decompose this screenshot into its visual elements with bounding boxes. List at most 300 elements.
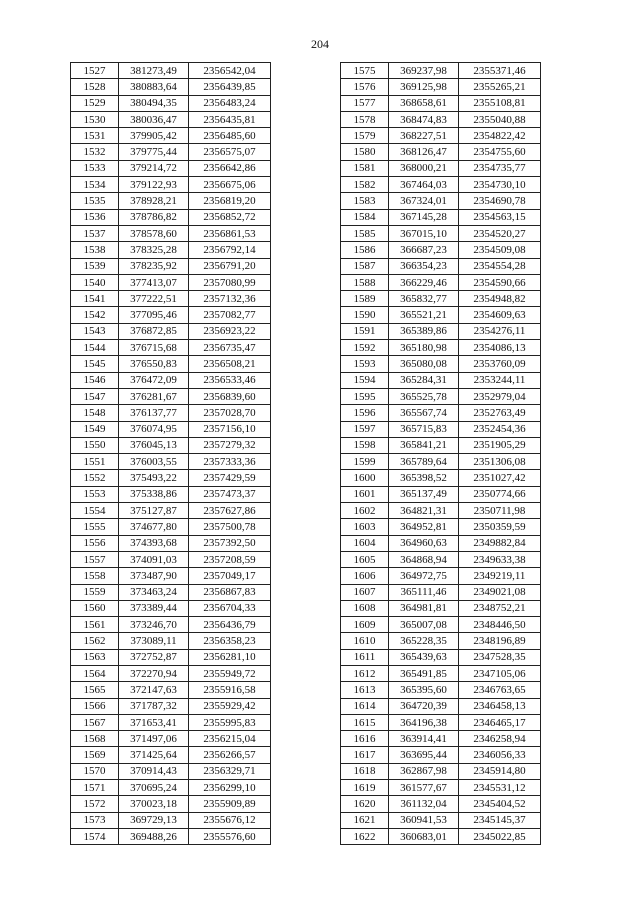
table-row bbox=[71, 340, 271, 356]
y-coordinate-cell: 2356642,86 bbox=[189, 160, 271, 176]
table-row bbox=[71, 747, 271, 763]
point-number-cell: 1601 bbox=[341, 486, 389, 502]
table-row bbox=[341, 470, 541, 486]
x-coordinate-cell: 376003,55 bbox=[119, 454, 189, 470]
point-number-cell: 1544 bbox=[71, 340, 119, 356]
table-row bbox=[341, 780, 541, 796]
x-coordinate-cell: 369488,26 bbox=[119, 828, 189, 844]
x-coordinate-cell: 365284,31 bbox=[389, 372, 459, 388]
x-coordinate-cell: 376074,95 bbox=[119, 421, 189, 437]
x-coordinate-cell: 369729,13 bbox=[119, 812, 189, 828]
y-coordinate-cell: 2357156,10 bbox=[189, 421, 271, 437]
x-coordinate-cell: 368126,47 bbox=[389, 144, 459, 160]
y-coordinate-cell: 2356735,47 bbox=[189, 340, 271, 356]
point-number-cell: 1537 bbox=[71, 225, 119, 241]
point-number-cell: 1576 bbox=[341, 79, 389, 95]
point-number-cell: 1618 bbox=[341, 763, 389, 779]
table-row bbox=[341, 307, 541, 323]
x-coordinate-cell: 374091,03 bbox=[119, 551, 189, 567]
point-number-cell: 1579 bbox=[341, 128, 389, 144]
x-coordinate-cell: 372270,94 bbox=[119, 665, 189, 681]
table-row bbox=[341, 242, 541, 258]
point-number-cell: 1541 bbox=[71, 291, 119, 307]
x-coordinate-cell: 371787,32 bbox=[119, 698, 189, 714]
x-coordinate-cell: 364972,75 bbox=[389, 568, 459, 584]
y-coordinate-cell: 2345022,85 bbox=[459, 828, 541, 844]
x-coordinate-cell: 372147,63 bbox=[119, 682, 189, 698]
y-coordinate-cell: 2354755,60 bbox=[459, 144, 541, 160]
y-coordinate-cell: 2356435,81 bbox=[189, 111, 271, 127]
table-row bbox=[71, 372, 271, 388]
y-coordinate-cell: 2355576,60 bbox=[189, 828, 271, 844]
y-coordinate-cell: 2356329,71 bbox=[189, 763, 271, 779]
table-row bbox=[71, 812, 271, 828]
y-coordinate-cell: 2354554,28 bbox=[459, 258, 541, 274]
point-number-cell: 1560 bbox=[71, 600, 119, 616]
x-coordinate-cell: 364868,94 bbox=[389, 551, 459, 567]
x-coordinate-cell: 365832,77 bbox=[389, 291, 459, 307]
y-coordinate-cell: 2356483,24 bbox=[189, 95, 271, 111]
y-coordinate-cell: 2354276,11 bbox=[459, 323, 541, 339]
x-coordinate-cell: 365007,08 bbox=[389, 617, 459, 633]
y-coordinate-cell: 2356358,23 bbox=[189, 633, 271, 649]
x-coordinate-cell: 368000,21 bbox=[389, 160, 459, 176]
table-row bbox=[341, 503, 541, 519]
x-coordinate-cell: 375338,86 bbox=[119, 486, 189, 502]
point-number-cell: 1577 bbox=[341, 95, 389, 111]
y-coordinate-cell: 2357049,17 bbox=[189, 568, 271, 584]
table-row bbox=[71, 193, 271, 209]
table-row bbox=[341, 486, 541, 502]
table-row bbox=[341, 584, 541, 600]
y-coordinate-cell: 2345531,12 bbox=[459, 780, 541, 796]
point-number-cell: 1570 bbox=[71, 763, 119, 779]
point-number-cell: 1583 bbox=[341, 193, 389, 209]
table-row bbox=[71, 470, 271, 486]
x-coordinate-cell: 373089,11 bbox=[119, 633, 189, 649]
point-number-cell: 1564 bbox=[71, 665, 119, 681]
table-row bbox=[71, 584, 271, 600]
point-number-cell: 1591 bbox=[341, 323, 389, 339]
point-number-cell: 1536 bbox=[71, 209, 119, 225]
table-row bbox=[341, 258, 541, 274]
y-coordinate-cell: 2354822,42 bbox=[459, 128, 541, 144]
y-coordinate-cell: 2356575,07 bbox=[189, 144, 271, 160]
x-coordinate-cell: 366687,23 bbox=[389, 242, 459, 258]
x-coordinate-cell: 380883,64 bbox=[119, 79, 189, 95]
x-coordinate-cell: 367015,10 bbox=[389, 225, 459, 241]
table-row bbox=[341, 209, 541, 225]
y-coordinate-cell: 2356215,04 bbox=[189, 731, 271, 747]
point-number-cell: 1619 bbox=[341, 780, 389, 796]
y-coordinate-cell: 2350711,98 bbox=[459, 503, 541, 519]
point-number-cell: 1573 bbox=[71, 812, 119, 828]
x-coordinate-cell: 365491,85 bbox=[389, 665, 459, 681]
x-coordinate-cell: 380494,35 bbox=[119, 95, 189, 111]
x-coordinate-cell: 365715,83 bbox=[389, 421, 459, 437]
x-coordinate-cell: 371653,41 bbox=[119, 714, 189, 730]
point-number-cell: 1527 bbox=[71, 63, 119, 79]
x-coordinate-cell: 377222,51 bbox=[119, 291, 189, 307]
x-coordinate-cell: 376550,83 bbox=[119, 356, 189, 372]
y-coordinate-cell: 2355929,42 bbox=[189, 698, 271, 714]
y-coordinate-cell: 2357082,77 bbox=[189, 307, 271, 323]
y-coordinate-cell: 2355265,21 bbox=[459, 79, 541, 95]
point-number-cell: 1621 bbox=[341, 812, 389, 828]
table-row bbox=[341, 144, 541, 160]
table-row bbox=[71, 388, 271, 404]
table-row bbox=[341, 79, 541, 95]
table-row bbox=[71, 763, 271, 779]
point-number-cell: 1566 bbox=[71, 698, 119, 714]
y-coordinate-cell: 2356867,83 bbox=[189, 584, 271, 600]
table-row bbox=[341, 682, 541, 698]
x-coordinate-cell: 378235,92 bbox=[119, 258, 189, 274]
table-row bbox=[341, 796, 541, 812]
coordinates-table-right bbox=[340, 62, 541, 845]
table-row bbox=[71, 519, 271, 535]
table-row bbox=[341, 649, 541, 665]
point-number-cell: 1598 bbox=[341, 437, 389, 453]
y-coordinate-cell: 2345404,52 bbox=[459, 796, 541, 812]
point-number-cell: 1614 bbox=[341, 698, 389, 714]
y-coordinate-cell: 2356542,04 bbox=[189, 63, 271, 79]
point-number-cell: 1575 bbox=[341, 63, 389, 79]
point-number-cell: 1550 bbox=[71, 437, 119, 453]
point-number-cell: 1554 bbox=[71, 503, 119, 519]
table-row bbox=[341, 111, 541, 127]
point-number-cell: 1610 bbox=[341, 633, 389, 649]
y-coordinate-cell: 2356533,46 bbox=[189, 372, 271, 388]
table-row bbox=[71, 796, 271, 812]
y-coordinate-cell: 2354563,15 bbox=[459, 209, 541, 225]
point-number-cell: 1539 bbox=[71, 258, 119, 274]
y-coordinate-cell: 2356436,79 bbox=[189, 617, 271, 633]
y-coordinate-cell: 2351027,42 bbox=[459, 470, 541, 486]
y-coordinate-cell: 2350774,66 bbox=[459, 486, 541, 502]
y-coordinate-cell: 2357279,32 bbox=[189, 437, 271, 453]
table-row bbox=[341, 812, 541, 828]
point-number-cell: 1616 bbox=[341, 731, 389, 747]
point-number-cell: 1603 bbox=[341, 519, 389, 535]
x-coordinate-cell: 365521,21 bbox=[389, 307, 459, 323]
x-coordinate-cell: 365228,35 bbox=[389, 633, 459, 649]
x-coordinate-cell: 373463,24 bbox=[119, 584, 189, 600]
y-coordinate-cell: 2351905,29 bbox=[459, 437, 541, 453]
table-row bbox=[71, 274, 271, 290]
x-coordinate-cell: 371497,06 bbox=[119, 731, 189, 747]
table-row bbox=[341, 323, 541, 339]
point-number-cell: 1578 bbox=[341, 111, 389, 127]
table-row bbox=[71, 682, 271, 698]
x-coordinate-cell: 369237,98 bbox=[389, 63, 459, 79]
table-row bbox=[71, 95, 271, 111]
table-row bbox=[71, 307, 271, 323]
point-number-cell: 1586 bbox=[341, 242, 389, 258]
y-coordinate-cell: 2355040,88 bbox=[459, 111, 541, 127]
y-coordinate-cell: 2356485,60 bbox=[189, 128, 271, 144]
table-row bbox=[341, 225, 541, 241]
x-coordinate-cell: 372752,87 bbox=[119, 649, 189, 665]
point-number-cell: 1588 bbox=[341, 274, 389, 290]
x-coordinate-cell: 378578,60 bbox=[119, 225, 189, 241]
point-number-cell: 1553 bbox=[71, 486, 119, 502]
table-row bbox=[71, 405, 271, 421]
x-coordinate-cell: 375493,22 bbox=[119, 470, 189, 486]
table-row bbox=[71, 633, 271, 649]
x-coordinate-cell: 361132,04 bbox=[389, 796, 459, 812]
point-number-cell: 1604 bbox=[341, 535, 389, 551]
point-number-cell: 1543 bbox=[71, 323, 119, 339]
y-coordinate-cell: 2355995,83 bbox=[189, 714, 271, 730]
x-coordinate-cell: 373246,70 bbox=[119, 617, 189, 633]
table-row bbox=[71, 79, 271, 95]
y-coordinate-cell: 2356266,57 bbox=[189, 747, 271, 763]
x-coordinate-cell: 364952,81 bbox=[389, 519, 459, 535]
x-coordinate-cell: 363695,44 bbox=[389, 747, 459, 763]
x-coordinate-cell: 379122,93 bbox=[119, 177, 189, 193]
point-number-cell: 1563 bbox=[71, 649, 119, 665]
point-number-cell: 1574 bbox=[71, 828, 119, 844]
point-number-cell: 1607 bbox=[341, 584, 389, 600]
y-coordinate-cell: 2357627,86 bbox=[189, 503, 271, 519]
x-coordinate-cell: 377413,07 bbox=[119, 274, 189, 290]
x-coordinate-cell: 365137,49 bbox=[389, 486, 459, 502]
x-coordinate-cell: 365439,63 bbox=[389, 649, 459, 665]
table-row bbox=[71, 63, 271, 79]
point-number-cell: 1585 bbox=[341, 225, 389, 241]
table-row bbox=[71, 714, 271, 730]
point-number-cell: 1602 bbox=[341, 503, 389, 519]
table-row bbox=[341, 437, 541, 453]
point-number-cell: 1590 bbox=[341, 307, 389, 323]
x-coordinate-cell: 362867,98 bbox=[389, 763, 459, 779]
table-row bbox=[71, 780, 271, 796]
x-coordinate-cell: 369125,98 bbox=[389, 79, 459, 95]
x-coordinate-cell: 365395,60 bbox=[389, 682, 459, 698]
x-coordinate-cell: 365789,64 bbox=[389, 454, 459, 470]
table-row bbox=[71, 454, 271, 470]
y-coordinate-cell: 2353760,09 bbox=[459, 356, 541, 372]
point-number-cell: 1594 bbox=[341, 372, 389, 388]
y-coordinate-cell: 2355949,72 bbox=[189, 665, 271, 681]
x-coordinate-cell: 370695,24 bbox=[119, 780, 189, 796]
table-row bbox=[71, 535, 271, 551]
x-coordinate-cell: 381273,49 bbox=[119, 63, 189, 79]
table-row bbox=[71, 731, 271, 747]
table-row bbox=[71, 291, 271, 307]
point-number-cell: 1600 bbox=[341, 470, 389, 486]
y-coordinate-cell: 2357500,78 bbox=[189, 519, 271, 535]
y-coordinate-cell: 2351306,08 bbox=[459, 454, 541, 470]
y-coordinate-cell: 2357132,36 bbox=[189, 291, 271, 307]
y-coordinate-cell: 2357333,36 bbox=[189, 454, 271, 470]
table-row bbox=[71, 144, 271, 160]
x-coordinate-cell: 378786,82 bbox=[119, 209, 189, 225]
table-row bbox=[341, 535, 541, 551]
y-coordinate-cell: 2357028,70 bbox=[189, 405, 271, 421]
y-coordinate-cell: 2356792,14 bbox=[189, 242, 271, 258]
point-number-cell: 1558 bbox=[71, 568, 119, 584]
table-row bbox=[341, 388, 541, 404]
y-coordinate-cell: 2357392,50 bbox=[189, 535, 271, 551]
y-coordinate-cell: 2356852,72 bbox=[189, 209, 271, 225]
y-coordinate-cell: 2357208,59 bbox=[189, 551, 271, 567]
x-coordinate-cell: 374393,68 bbox=[119, 535, 189, 551]
table-row bbox=[71, 437, 271, 453]
y-coordinate-cell: 2348752,21 bbox=[459, 600, 541, 616]
point-number-cell: 1534 bbox=[71, 177, 119, 193]
x-coordinate-cell: 365525,78 bbox=[389, 388, 459, 404]
table-row bbox=[341, 193, 541, 209]
table-row bbox=[71, 665, 271, 681]
y-coordinate-cell: 2356819,20 bbox=[189, 193, 271, 209]
x-coordinate-cell: 364196,38 bbox=[389, 714, 459, 730]
table-row bbox=[71, 160, 271, 176]
point-number-cell: 1620 bbox=[341, 796, 389, 812]
table-row bbox=[71, 242, 271, 258]
point-number-cell: 1556 bbox=[71, 535, 119, 551]
point-number-cell: 1587 bbox=[341, 258, 389, 274]
x-coordinate-cell: 368227,51 bbox=[389, 128, 459, 144]
point-number-cell: 1561 bbox=[71, 617, 119, 633]
x-coordinate-cell: 364981,81 bbox=[389, 600, 459, 616]
table-row bbox=[341, 160, 541, 176]
x-coordinate-cell: 379775,44 bbox=[119, 144, 189, 160]
point-number-cell: 1613 bbox=[341, 682, 389, 698]
y-coordinate-cell: 2353244,11 bbox=[459, 372, 541, 388]
x-coordinate-cell: 365080,08 bbox=[389, 356, 459, 372]
table-row bbox=[341, 600, 541, 616]
y-coordinate-cell: 2347528,35 bbox=[459, 649, 541, 665]
x-coordinate-cell: 368474,83 bbox=[389, 111, 459, 127]
x-coordinate-cell: 376137,77 bbox=[119, 405, 189, 421]
point-number-cell: 1569 bbox=[71, 747, 119, 763]
table-row bbox=[341, 551, 541, 567]
table-row bbox=[71, 649, 271, 665]
point-number-cell: 1571 bbox=[71, 780, 119, 796]
table-row bbox=[71, 568, 271, 584]
table-row bbox=[341, 633, 541, 649]
y-coordinate-cell: 2356839,60 bbox=[189, 388, 271, 404]
y-coordinate-cell: 2354509,08 bbox=[459, 242, 541, 258]
x-coordinate-cell: 360683,01 bbox=[389, 828, 459, 844]
table-row bbox=[341, 372, 541, 388]
y-coordinate-cell: 2346056,33 bbox=[459, 747, 541, 763]
x-coordinate-cell: 363914,41 bbox=[389, 731, 459, 747]
point-number-cell: 1599 bbox=[341, 454, 389, 470]
y-coordinate-cell: 2356439,85 bbox=[189, 79, 271, 95]
y-coordinate-cell: 2356861,53 bbox=[189, 225, 271, 241]
point-number-cell: 1549 bbox=[71, 421, 119, 437]
point-number-cell: 1611 bbox=[341, 649, 389, 665]
point-number-cell: 1548 bbox=[71, 405, 119, 421]
y-coordinate-cell: 2355371,46 bbox=[459, 63, 541, 79]
x-coordinate-cell: 376472,09 bbox=[119, 372, 189, 388]
table-row bbox=[71, 209, 271, 225]
table-row bbox=[71, 177, 271, 193]
y-coordinate-cell: 2354590,66 bbox=[459, 274, 541, 290]
x-coordinate-cell: 375127,87 bbox=[119, 503, 189, 519]
table-row bbox=[71, 356, 271, 372]
table-row bbox=[341, 617, 541, 633]
x-coordinate-cell: 364821,31 bbox=[389, 503, 459, 519]
y-coordinate-cell: 2356704,33 bbox=[189, 600, 271, 616]
page-number: 204 bbox=[311, 37, 329, 51]
y-coordinate-cell: 2356923,22 bbox=[189, 323, 271, 339]
y-coordinate-cell: 2352979,04 bbox=[459, 388, 541, 404]
x-coordinate-cell: 379214,72 bbox=[119, 160, 189, 176]
table-row bbox=[341, 340, 541, 356]
x-coordinate-cell: 376872,85 bbox=[119, 323, 189, 339]
point-number-cell: 1567 bbox=[71, 714, 119, 730]
y-coordinate-cell: 2356791,20 bbox=[189, 258, 271, 274]
point-number-cell: 1559 bbox=[71, 584, 119, 600]
y-coordinate-cell: 2355916,58 bbox=[189, 682, 271, 698]
x-coordinate-cell: 367324,01 bbox=[389, 193, 459, 209]
point-number-cell: 1533 bbox=[71, 160, 119, 176]
x-coordinate-cell: 365389,86 bbox=[389, 323, 459, 339]
x-coordinate-cell: 379905,42 bbox=[119, 128, 189, 144]
y-coordinate-cell: 2350359,59 bbox=[459, 519, 541, 535]
point-number-cell: 1580 bbox=[341, 144, 389, 160]
table-row bbox=[341, 405, 541, 421]
y-coordinate-cell: 2352763,49 bbox=[459, 405, 541, 421]
point-number-cell: 1596 bbox=[341, 405, 389, 421]
table-row bbox=[341, 698, 541, 714]
point-number-cell: 1605 bbox=[341, 551, 389, 567]
y-coordinate-cell: 2345145,37 bbox=[459, 812, 541, 828]
point-number-cell: 1528 bbox=[71, 79, 119, 95]
table-row bbox=[71, 258, 271, 274]
y-coordinate-cell: 2345914,80 bbox=[459, 763, 541, 779]
table-row bbox=[341, 421, 541, 437]
point-number-cell: 1581 bbox=[341, 160, 389, 176]
table-row bbox=[71, 600, 271, 616]
point-number-cell: 1589 bbox=[341, 291, 389, 307]
point-number-cell: 1535 bbox=[71, 193, 119, 209]
y-coordinate-cell: 2348446,50 bbox=[459, 617, 541, 633]
x-coordinate-cell: 378325,28 bbox=[119, 242, 189, 258]
x-coordinate-cell: 380036,47 bbox=[119, 111, 189, 127]
point-number-cell: 1562 bbox=[71, 633, 119, 649]
coordinates-table-left bbox=[70, 62, 271, 845]
point-number-cell: 1545 bbox=[71, 356, 119, 372]
x-coordinate-cell: 376715,68 bbox=[119, 340, 189, 356]
y-coordinate-cell: 2355909,89 bbox=[189, 796, 271, 812]
y-coordinate-cell: 2354520,27 bbox=[459, 225, 541, 241]
table-row bbox=[341, 356, 541, 372]
x-coordinate-cell: 373389,44 bbox=[119, 600, 189, 616]
point-number-cell: 1530 bbox=[71, 111, 119, 127]
table-row bbox=[341, 665, 541, 681]
x-coordinate-cell: 366354,23 bbox=[389, 258, 459, 274]
y-coordinate-cell: 2349021,08 bbox=[459, 584, 541, 600]
x-coordinate-cell: 365180,98 bbox=[389, 340, 459, 356]
x-coordinate-cell: 373487,90 bbox=[119, 568, 189, 584]
point-number-cell: 1584 bbox=[341, 209, 389, 225]
table-row bbox=[71, 128, 271, 144]
table-row bbox=[341, 128, 541, 144]
point-number-cell: 1597 bbox=[341, 421, 389, 437]
point-number-cell: 1557 bbox=[71, 551, 119, 567]
point-number-cell: 1551 bbox=[71, 454, 119, 470]
point-number-cell: 1552 bbox=[71, 470, 119, 486]
x-coordinate-cell: 378928,21 bbox=[119, 193, 189, 209]
y-coordinate-cell: 2346763,65 bbox=[459, 682, 541, 698]
y-coordinate-cell: 2354086,13 bbox=[459, 340, 541, 356]
point-number-cell: 1565 bbox=[71, 682, 119, 698]
